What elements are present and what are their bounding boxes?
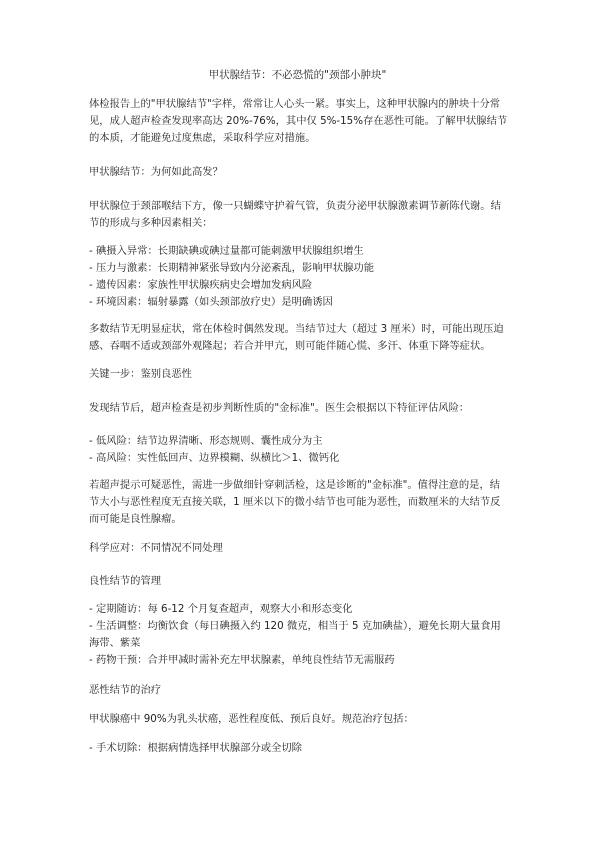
key-paragraph: 发现结节后，超声检查是初步判断性质的"金标准"。医生会根据以下特征评估风险： [89,402,470,414]
list-item: - 药物干预：合并甲减时需补充左甲状腺素，单纯良性结节无需服药 [89,654,395,666]
list-item: - 环境因素：辐射暴露（如头颈部放疗史）是明确诱因 [89,296,333,308]
factors-list [89,243,519,311]
list-item: - 低风险：结节边界清晰、形态规则、囊性成分为主 [89,435,323,447]
treatment-list [89,740,519,757]
section-heading-key: 关键一步：鉴别良恶性 [89,368,192,380]
list-item: - 生活调整：均衡饮食（每日碘摄入约 120 微克，相当于 5 克加碘盐），避免长期大量食用 [89,620,501,632]
intro-paragraph [89,96,519,147]
symptom-paragraph [89,321,519,355]
list-item: - 遗传因素：家族性甲状腺疾病史会增加发病风险 [89,279,313,291]
text-line: 若超声提示可疑恶性，需进一步做细针穿刺活检，这是诊断的"金标准"。值得注意的是，结 [89,479,501,491]
malignant-paragraph: 甲状腺癌中 90%为乳头状癌，恶性程度低、预后良好。规范治疗包括： [89,713,414,725]
fna-paragraph [89,477,519,528]
text-line: 节大小与恶性程度无直接关联，1 厘米以下的微小结节也可能为恶性，而数厘米的大结节反 [89,496,501,508]
list-item: - 碘摄入异常：长期缺碘或碘过量都可能刺激甲状腺组织增生 [89,245,364,257]
list-item: - 高风险：实性低回声、边界模糊、纵横比＞1、微钙化 [89,452,340,464]
list-item: - 定期随访：每 6-12 个月复查超声，观察大小和形态变化 [89,603,353,615]
text-line: 见，成人超声检查发现率高达 20%-76%，其中仅 5%-15%存在恶性可能。了解甲状腺结节 [89,115,508,127]
text-line: 节的形成与多种因素相关： [89,217,213,229]
text-line: 甲状腺位于颈部喉结下方，像一只蝴蝶守护着气管，负责分泌甲状腺激素调节新陈代谢。结 [89,200,501,212]
list-item: 海带、紫菜 [89,637,141,649]
text-line: 感、吞咽不适或颈部外观隆起；若合并甲亢，则可能伴随心慌、多汗、体重下降等症状。 [89,340,491,352]
text-line: 的本质，才能避免过度焦虑，采取科学应对措施。 [89,132,316,144]
benign-list [89,601,519,669]
section-heading-malignant: 恶性结节的治疗 [89,684,162,696]
section-heading-science: 科学应对：不同情况不同处理 [89,542,223,554]
text-line: 体检报告上的"甲状腺结节"字样，常常让人心头一紧。事实上，这种甲状腺内的肿块十分常 [89,98,501,110]
why-paragraph [89,198,519,232]
text-line: 而可能是良性腺瘤。 [89,513,182,525]
text-line: 多数结节无明显症状，常在体检时偶然发现。当结节过大（超过 3 厘米）时，可能出现压迫 [89,323,504,335]
section-heading-benign: 良性结节的管理 [89,575,162,587]
section-heading-why: 甲状腺结节：为何如此高发？ [89,166,223,178]
list-item: - 手术切除：根据病情选择甲状腺部分或全切除 [89,742,302,754]
risk-list [89,433,519,467]
list-item: - 压力与激素：长期精神紧张导致内分泌紊乱，影响甲状腺功能 [89,262,375,274]
page-title: 甲状腺结节：不必恐慌的"颈部小肿块" [208,69,387,81]
